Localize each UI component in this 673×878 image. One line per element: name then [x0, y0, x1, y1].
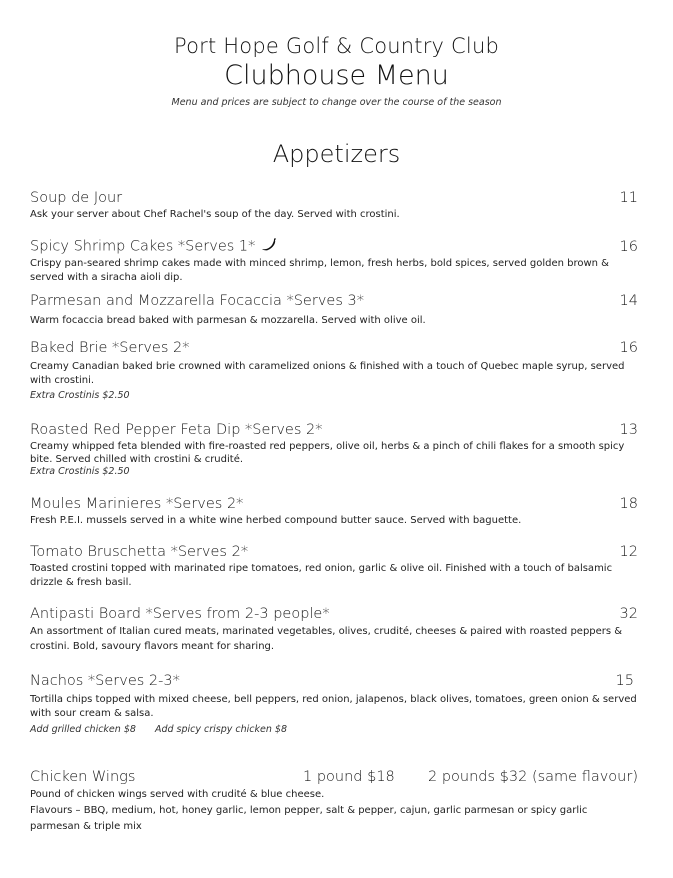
item-price: 16 — [619, 238, 638, 255]
extra-option: Extra Crostinis $2.50 — [30, 466, 130, 477]
item-extras — [30, 389, 638, 403]
menu-title: Clubhouse Menu — [224, 60, 449, 91]
item-name: Soup de Jour — [30, 190, 123, 206]
menu-item — [30, 421, 638, 478]
item-name: Antipasti Board *Serves from 2-3 people* — [30, 606, 330, 622]
item-name: Baked Brie *Serves 2* — [30, 340, 190, 356]
chili-pepper-icon — [261, 237, 277, 256]
menu-item — [30, 495, 638, 528]
item-extras — [30, 723, 638, 737]
menu-item — [30, 292, 638, 328]
item-name: Tomato Bruschetta *Serves 2* — [30, 544, 249, 560]
item-description: Crispy pan-seared shrimp cakes made with minced shrimp, lemon, fresh herbs, bold spices, served golden brown & served with a siracha aioli dip. — [30, 258, 609, 283]
item-price: 14 — [619, 293, 638, 309]
item-description: Tortilla chips topped with mixed cheese, bell peppers, red onion, jalapenos, black olives, tomatoes, green onion & served with sour cream & salsa. — [30, 694, 637, 719]
item-price: 18 — [619, 496, 638, 512]
item-name: Spicy Shrimp Cakes *Serves 1* — [30, 238, 256, 255]
section-title-appetizers: Appetizers — [272, 140, 401, 168]
menu-header — [0, 32, 673, 109]
item-name: Nachos *Serves 2-3* — [30, 673, 180, 689]
item-description: Creamy whipped feta blended with fire-roasted red peppers, olive oil, herbs & a pinch of chili flakes for a smooth spicy bite. Served chilled with crostini & crudité. — [30, 441, 625, 465]
item-name: Chicken Wings — [30, 769, 136, 785]
item-price: 12 — [619, 544, 638, 560]
item-description: Warm focaccia bread baked with parmesan & mozzarella. Served with olive oil. — [30, 315, 426, 326]
item-description: Toasted crostini topped with marinated ripe tomatoes, red onion, garlic & olive oil. Finished with a touch of balsamic drizzle & fresh basil. — [30, 563, 613, 588]
item-description: Pound of chicken wings served with crudité & blue cheese. — [30, 789, 325, 800]
disclaimer: Menu and prices are subject to change over the course of the season — [171, 97, 502, 108]
club-name: Port Hope Golf & Country Club — [174, 34, 499, 58]
item-description: An assortment of Italian cured meats, marinated vegetables, olives, crudité, cheeses & paired with roasted peppers & crostini. Bold, savoury flavors meant for sharing. — [30, 626, 623, 652]
item-extras — [30, 466, 638, 478]
item-price: 32 — [619, 606, 638, 622]
item-description: Ask your server about Chef Rachel's soup of the day. Served with crostini. — [30, 209, 400, 220]
item-name: Roasted Red Pepper Feta Dip *Serves 2* — [30, 422, 323, 438]
extra-option: Add spicy crispy chicken $8 — [154, 724, 287, 735]
item-flavours: Flavours – BBQ, medium, hot, honey garlic, lemon pepper, salt & pepper, cajun, garlic parmesan or spicy garlic parmesan & triple mix — [30, 805, 588, 832]
extra-option: Extra Crostinis $2.50 — [30, 390, 130, 401]
item-price-option-2: 2 pounds $32 (same flavour) — [428, 769, 638, 785]
item-row — [30, 768, 638, 786]
item-name: Parmesan and Mozzarella Focaccia *Serves 3* — [30, 293, 364, 309]
extra-option: Add grilled chicken $8 — [30, 724, 136, 735]
item-name-wrap — [30, 237, 277, 256]
menu-item — [30, 672, 638, 737]
item-price-option-1: 1 pound $18 — [303, 769, 395, 785]
item-price: 16 — [619, 340, 638, 356]
menu-item — [30, 237, 638, 285]
menu-item — [30, 543, 638, 590]
menu-item — [30, 605, 638, 654]
item-price: 13 — [619, 422, 638, 438]
item-description: Fresh P.E.I. mussels served in a white wine herbed compound butter sauce. Served with baguette. — [30, 515, 522, 526]
item-price: 15 — [615, 673, 634, 689]
item-description: Creamy Canadian baked brie crowned with caramelized onions & finished with a touch of Quebec maple syrup, served with crostini. — [30, 361, 625, 386]
item-price: 11 — [619, 190, 638, 206]
item-name: Moules Marinieres *Serves 2* — [30, 496, 244, 512]
menu-item — [30, 768, 638, 835]
menu-item — [30, 339, 638, 403]
menu-item — [30, 189, 638, 222]
